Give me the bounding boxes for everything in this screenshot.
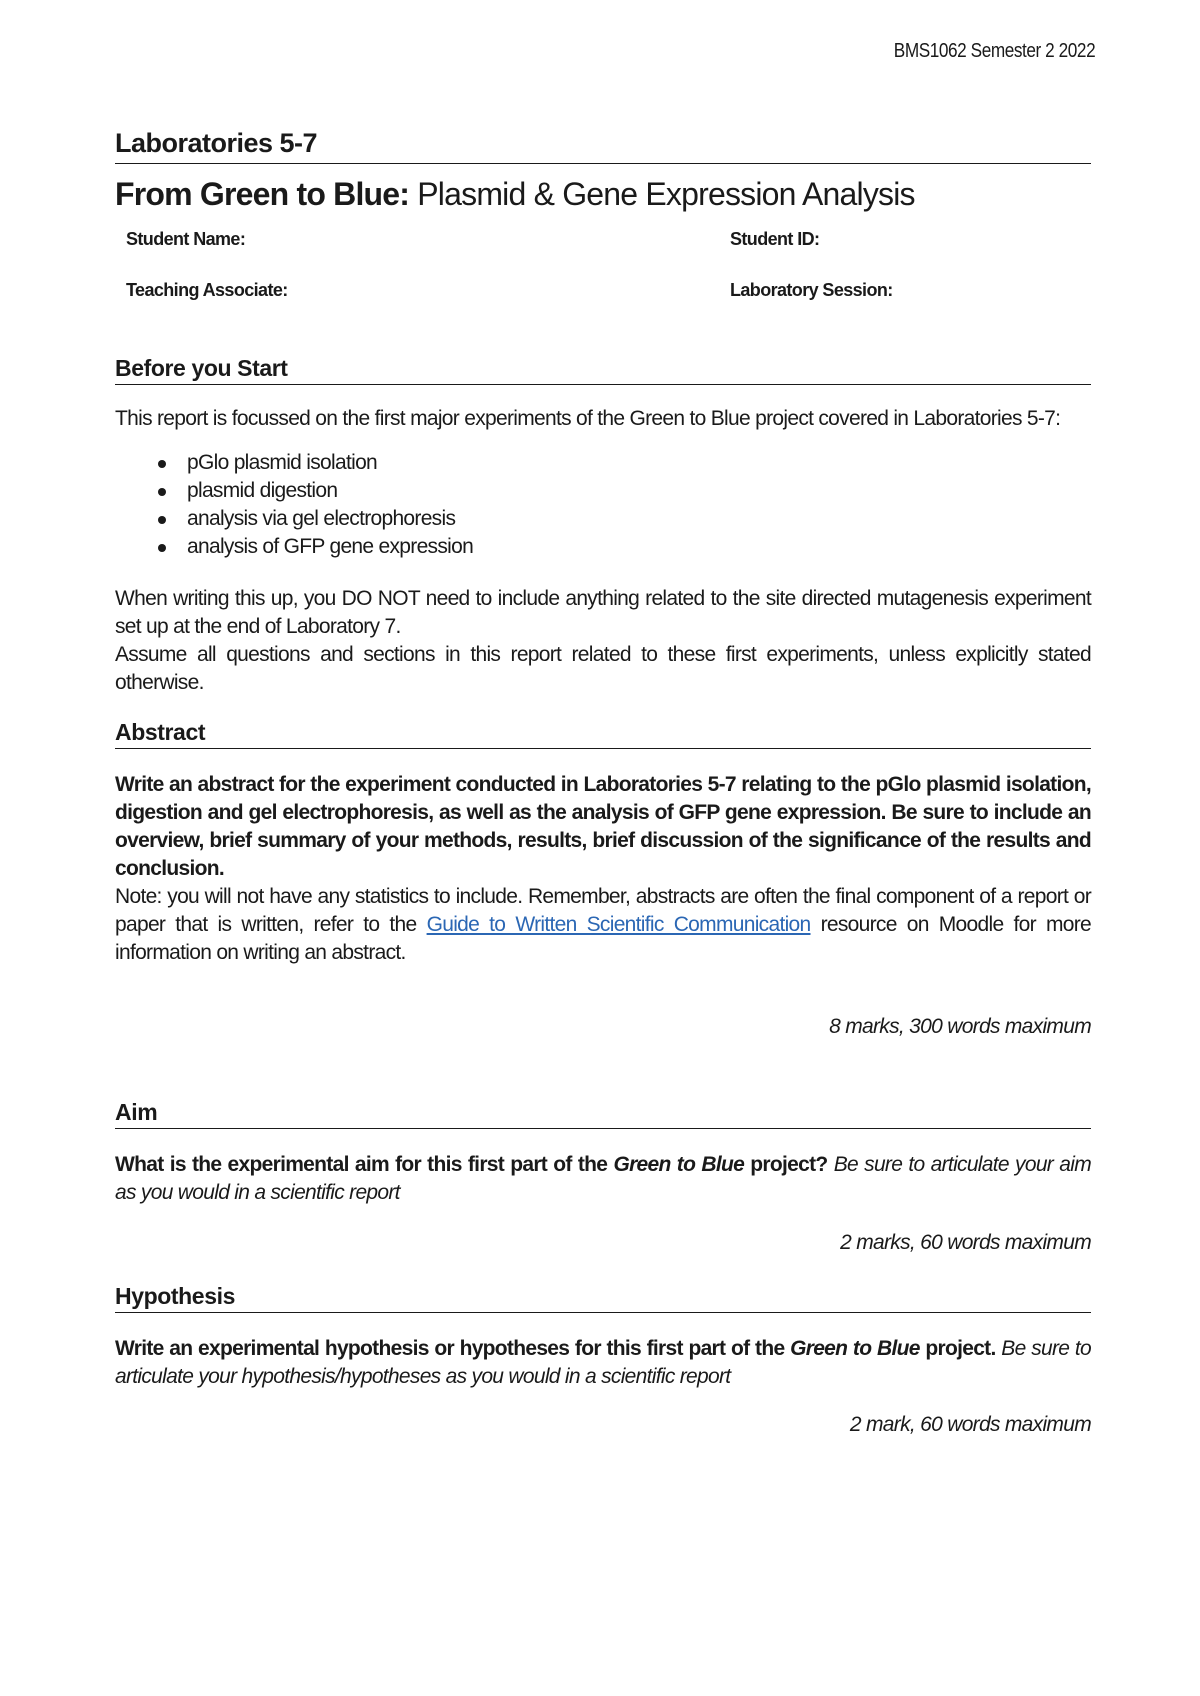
guide-link[interactable]: Guide to Written Scientific Communication [426,913,811,936]
hypothesis-project-name: Green to Blue [790,1337,920,1360]
document-title-rest: Plasmid & Gene Expression Analysis [409,176,915,212]
abstract-question: Write an abstract for the experiment conducted in Laboratories 5-7 relating to the pGlo plasmid isolation, digestion and gel electrophoresis, as well as the analysis of GFP gene expression. Be sure to include an overview, brief summary of your methods, results, brief discussion of the significance of the results and conclusion. [115,773,1091,880]
list-item: pGlo plasmid isolation [187,449,1091,477]
abstract-note [115,883,1091,967]
list-item: analysis of GFP gene expression [187,533,1091,561]
aim-section [115,1099,1091,1255]
aim-hint: Be sure to articulate your aim as you would in a scientific report [115,1153,1091,1204]
list-item: analysis via gel electrophoresis [187,505,1091,533]
aim-heading: Aim [115,1099,1091,1129]
hypothesis-question [115,1335,1091,1391]
lab-session-label: Laboratory Session: [730,280,893,300]
student-name-label: Student Name: [126,229,246,249]
list-item: plasmid digestion [187,477,1091,505]
hypothesis-marks: 2 mark, 60 words maximum [849,1413,1091,1436]
student-info-grid [115,229,1091,301]
abstract-heading: Abstract [115,719,1091,749]
document-title-bold: From Green to Blue: [115,176,410,212]
lab-title: Laboratories 5-7 [115,128,1091,164]
hypothesis-hint: Be sure to articulate your hypothesis/hypotheses as you would in a scientific report [115,1337,1092,1388]
aim-marks: 2 marks, 60 words maximum [840,1231,1091,1254]
hypothesis-heading: Hypothesis [115,1283,1091,1313]
experiment-list [115,449,1091,561]
before-section [115,355,1091,697]
hypothesis-section [115,1283,1091,1437]
abstract-marks: 8 marks, 300 words maximum [829,1015,1091,1038]
abstract-note-text-end: resource on Moodle for more information on writing an abstract. [115,913,1091,964]
aim-question-end: project? [744,1153,828,1176]
aim-project-name: Green to Blue [613,1153,745,1176]
before-intro: This report is focussed on the first major experiments of the Green to Blue project covered in Laboratories 5-7: [115,407,1061,430]
document-title [115,176,1091,213]
abstract-section [115,719,1091,1039]
running-header: BMS1062 Semester 2 2022 [893,40,1095,62]
student-id-label: Student ID: [730,229,820,249]
hypothesis-question-end: project. [919,1337,996,1360]
aim-question-text: What is the experimental aim for this first part of the [115,1153,614,1176]
aim-question [115,1151,1091,1207]
before-para-1: When writing this up, you DO NOT need to include anything related to the site directed mutagenesis experiment set up at the end of Laboratory 7. [115,587,1091,638]
document-body [115,128,1091,1437]
teaching-associate-label: Teaching Associate: [126,280,288,300]
hypothesis-question-text: Write an experimental hypothesis or hypotheses for this first part of the [115,1337,791,1360]
before-heading: Before you Start [115,355,1091,385]
abstract-note-text: Note: you will not have any statistics to include. Remember, abstracts are often the final component of a report or paper that is written, refer to the [115,885,1091,936]
before-para-2: Assume all questions and sections in this report related to these first experiments, unless explicitly stated otherwise. [115,643,1091,694]
